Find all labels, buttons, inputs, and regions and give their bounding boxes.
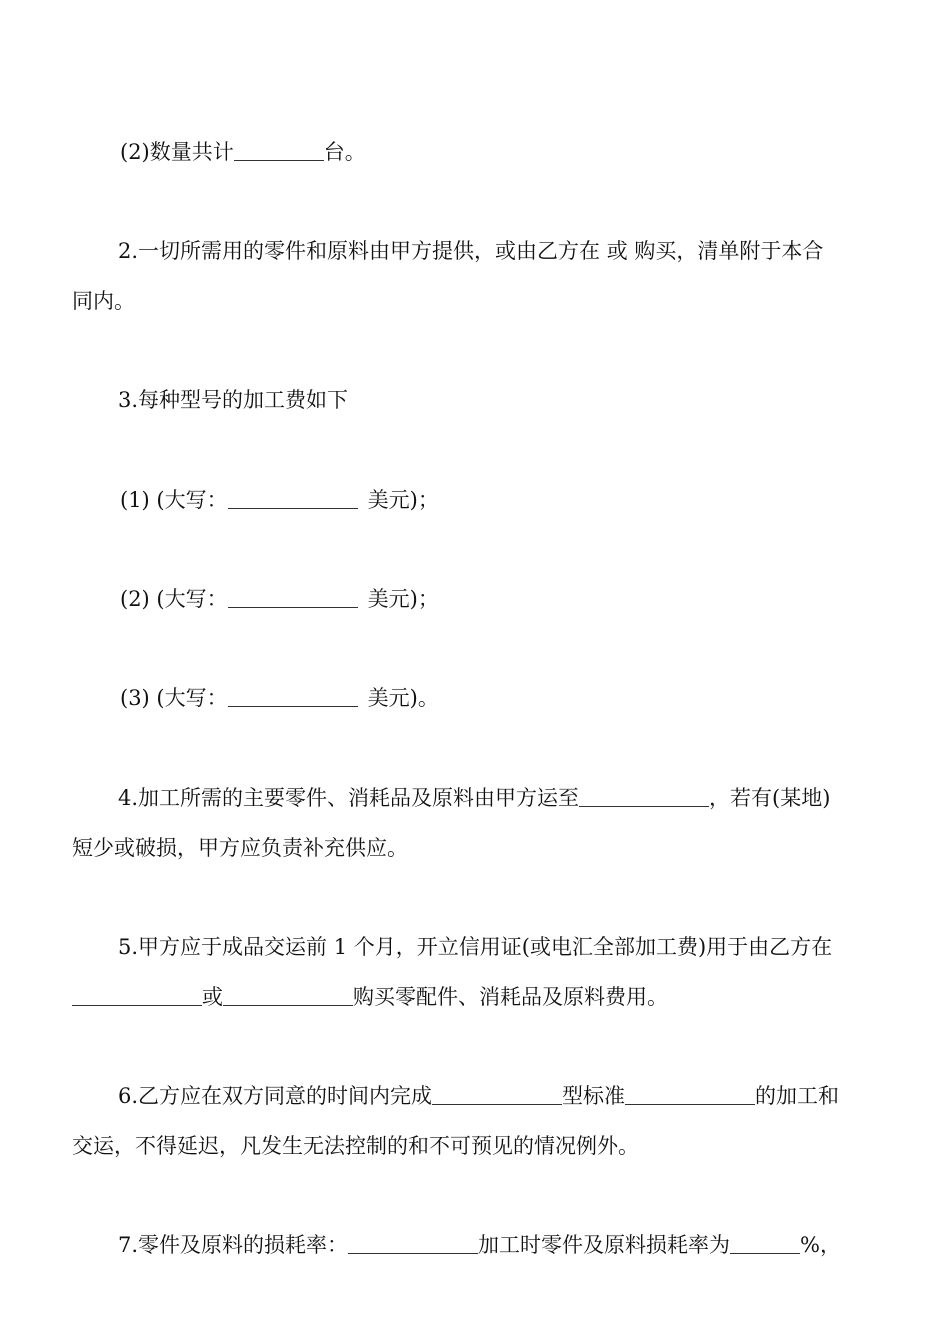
clause-6-line-2: 交运，不得延迟，凡发生无法控制的和不可预见的情况例外。 <box>72 1134 639 1158</box>
fee-2-label: (2) (大写： <box>120 587 228 611</box>
clause-7-blank-2 <box>730 1235 800 1254</box>
clause-5-line-1: 5.甲方应于成品交运前 1 个月，开立信用证(或电汇全部加工费)用于由乙方在 <box>118 935 833 959</box>
clause-7-text-c: %， <box>800 1233 842 1257</box>
clause-6-text-a: 6.乙方应在双方同意的时间内完成 <box>118 1084 433 1108</box>
clause-7-blank-1 <box>348 1235 478 1254</box>
clause-5-line-2 <box>72 987 668 1008</box>
clause-4-text-b: ，若有(某地) <box>709 786 831 810</box>
clause-5-blank-2 <box>223 987 353 1006</box>
clause-4-blank <box>579 788 709 807</box>
quantity-label: (2)数量共计 <box>120 140 234 164</box>
quantity-line <box>120 142 366 163</box>
fee-line-1 <box>120 490 439 511</box>
clause-5-text: 购买零配件、消耗品及原料费用。 <box>353 985 668 1009</box>
fee-line-2 <box>120 589 439 610</box>
clause-6-blank-2 <box>625 1086 755 1105</box>
clause-7-text-b: 加工时零件及原料损耗率为 <box>478 1233 731 1257</box>
clause-3-line: 3.每种型号的加工费如下 <box>118 388 349 412</box>
clause-7-text-a: 7.零件及原料的损耗率： <box>118 1233 349 1257</box>
clause-6-line-1 <box>118 1086 839 1107</box>
clause-7-line <box>118 1235 841 1256</box>
fee-3-label: (3) (大写： <box>120 686 228 710</box>
clause-2-line-1: 2.一切所需用的零件和原料由甲方提供，或由乙方在 或 购买，清单附于本合 <box>118 239 824 263</box>
quantity-unit: 台。 <box>323 140 366 164</box>
clause-6-blank-1 <box>432 1086 562 1105</box>
clause-6-text-b: 型标准 <box>562 1084 626 1108</box>
fee-1-label: (1) (大写： <box>120 488 228 512</box>
clause-4-text-a: 4.加工所需的主要零件、消耗品及原料由甲方运至 <box>118 786 580 810</box>
clause-5-or: 或 <box>202 985 223 1009</box>
clause-4-line-1 <box>118 788 830 809</box>
clause-4-line-2: 短少或破损，甲方应负责补充供应。 <box>72 836 408 860</box>
fee-2-unit: 美元)； <box>367 587 439 611</box>
fee-1-unit: 美元)； <box>367 488 439 512</box>
fee-1-blank <box>228 490 358 509</box>
fee-3-blank <box>228 688 358 707</box>
fee-2-blank <box>228 589 358 608</box>
clause-5-blank-1 <box>72 987 202 1006</box>
clause-6-text-c: 的加工和 <box>755 1084 840 1108</box>
quantity-blank <box>234 142 324 161</box>
fee-3-unit: 美元)。 <box>367 686 439 710</box>
fee-line-3 <box>120 688 439 709</box>
clause-2-line-2: 同内。 <box>72 289 135 313</box>
